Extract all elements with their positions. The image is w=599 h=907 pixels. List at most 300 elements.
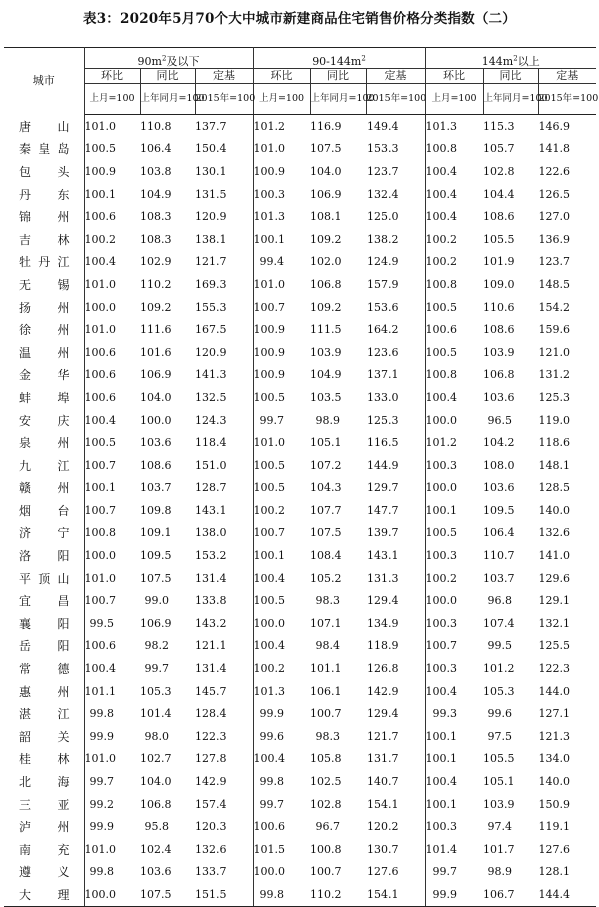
price-index-table	[4, 47, 599, 907]
index-value: 130.1	[195, 160, 253, 183]
index-value: 100.0	[84, 549, 116, 563]
index-value: 151.0	[195, 454, 253, 477]
group-header-small	[84, 48, 253, 69]
index-value: 127.6	[538, 842, 570, 856]
index-value: 105.2	[310, 571, 342, 585]
index-value: 100.7	[310, 865, 342, 879]
index-value: 132.5	[195, 386, 253, 409]
index-value: 105.5	[483, 232, 515, 246]
base-label: 上年同月=100	[310, 84, 366, 115]
index-value: 110.2	[140, 277, 172, 291]
index-value: 136.9	[538, 232, 570, 246]
index-value: 131.3	[366, 567, 425, 590]
index-value: 141.3	[195, 364, 253, 387]
index-value: 140.0	[538, 775, 570, 789]
index-value: 101.5	[253, 842, 285, 856]
index-value: 100.5	[425, 526, 457, 540]
table-row	[4, 228, 596, 251]
table-row	[4, 364, 596, 387]
index-value: 131.7	[366, 748, 425, 771]
index-value: 100.1	[425, 797, 457, 811]
index-value: 102.7	[140, 752, 172, 766]
index-value: 141.8	[538, 142, 570, 156]
index-value: 108.4	[310, 549, 342, 563]
index-value: 103.7	[140, 481, 172, 495]
index-value: 101.0	[84, 842, 116, 856]
index-value: 98.9	[315, 413, 340, 427]
index-value: 101.0	[253, 142, 285, 156]
index-value: 100.1	[84, 481, 116, 495]
table-row	[4, 205, 596, 228]
index-value: 127.8	[195, 748, 253, 771]
index-value: 110.8	[140, 119, 172, 133]
city-name: 包头	[4, 160, 84, 183]
index-value: 119.0	[538, 413, 570, 427]
index-value: 109.2	[310, 232, 342, 246]
index-value: 100.1	[425, 752, 457, 766]
index-value: 126.5	[538, 187, 570, 201]
table-row	[4, 318, 596, 341]
index-value: 97.5	[487, 729, 512, 743]
index-value: 103.5	[310, 390, 342, 404]
table-row	[4, 183, 596, 206]
index-value: 99.9	[89, 729, 114, 743]
index-value: 147.7	[366, 499, 425, 522]
index-value: 139.7	[366, 522, 425, 545]
index-value: 104.9	[310, 368, 342, 382]
table-row	[4, 657, 596, 680]
index-value: 100.9	[253, 164, 285, 178]
index-value: 150.4	[195, 138, 253, 161]
index-value: 130.7	[366, 838, 425, 861]
index-value: 99.9	[425, 883, 483, 906]
index-value: 132.6	[538, 526, 570, 540]
index-value: 100.9	[84, 164, 116, 178]
index-value: 115.3	[483, 119, 515, 133]
index-value: 101.3	[425, 119, 457, 133]
index-value: 109.2	[140, 300, 172, 314]
index-value: 134.0	[538, 752, 570, 766]
index-value: 154.2	[538, 300, 570, 314]
index-value: 106.9	[140, 368, 172, 382]
city-name: 徐州	[4, 318, 84, 341]
index-value: 153.2	[195, 544, 253, 567]
index-value: 106.8	[140, 797, 172, 811]
index-value: 99.8	[259, 775, 284, 789]
index-value: 99.3	[432, 707, 457, 721]
index-value: 159.6	[538, 323, 570, 337]
index-value: 100.5	[253, 390, 285, 404]
index-value: 133.8	[195, 589, 253, 612]
index-value: 108.0	[483, 458, 515, 472]
index-value: 104.2	[483, 436, 515, 450]
index-value: 100.4	[253, 752, 285, 766]
index-value: 100.2	[253, 662, 285, 676]
index-value: 121.7	[195, 251, 253, 274]
index-value: 99.7	[89, 775, 114, 789]
index-value: 102.9	[140, 255, 172, 269]
index-value: 107.1	[310, 616, 342, 630]
table-body	[4, 115, 596, 907]
index-value: 103.9	[483, 797, 515, 811]
table-row	[4, 409, 596, 432]
index-value: 126.8	[366, 657, 425, 680]
index-value: 100.4	[425, 187, 457, 201]
index-value: 101.1	[310, 662, 342, 676]
index-value: 105.7	[483, 142, 515, 156]
index-value: 99.8	[253, 883, 310, 906]
index-value: 99.6	[259, 729, 284, 743]
table-row	[4, 115, 596, 138]
index-value: 100.8	[425, 368, 457, 382]
index-value: 146.9	[538, 119, 570, 133]
index-value: 106.4	[140, 142, 172, 156]
city-name: 安庆	[4, 409, 84, 432]
index-value: 134.9	[366, 612, 425, 635]
index-value: 100.7	[425, 639, 457, 653]
index-value: 96.5	[487, 413, 512, 427]
index-value: 100.8	[84, 526, 116, 540]
index-value: 143.1	[195, 499, 253, 522]
index-value: 129.7	[366, 477, 425, 500]
index-value: 100.2	[425, 255, 457, 269]
index-value: 131.2	[538, 368, 570, 382]
index-value: 148.5	[538, 277, 570, 291]
group-header-large	[425, 48, 596, 69]
table-row	[4, 160, 596, 183]
index-value: 120.2	[366, 815, 425, 838]
index-value: 101.9	[483, 255, 515, 269]
index-value: 100.8	[425, 277, 457, 291]
city-column-header: 城市	[4, 48, 84, 115]
group-header-text: 144m	[481, 55, 514, 68]
index-value: 103.8	[140, 164, 172, 178]
index-value: 100.7	[310, 707, 342, 721]
table-row	[4, 680, 596, 703]
index-value: 125.5	[538, 639, 570, 653]
index-value: 122.6	[538, 164, 570, 178]
index-value: 102.8	[310, 797, 342, 811]
index-value: 100.3	[425, 458, 457, 472]
city-name: 三亚	[4, 793, 84, 816]
index-value: 118.6	[538, 436, 570, 450]
index-value: 100.2	[425, 232, 457, 246]
index-value: 100.1	[425, 503, 457, 517]
city-name: 岳阳	[4, 635, 84, 658]
table-row	[4, 635, 596, 658]
index-value: 144.0	[538, 684, 570, 698]
index-value: 100.1	[425, 729, 457, 743]
column-label: 同比	[140, 69, 195, 84]
index-value: 100.9	[253, 368, 285, 382]
index-value: 169.3	[195, 273, 253, 296]
index-value: 100.0	[253, 865, 285, 879]
index-value: 106.9	[140, 616, 172, 630]
index-value: 107.7	[310, 503, 342, 517]
index-value: 98.3	[315, 594, 340, 608]
index-value: 128.4	[195, 702, 253, 725]
city-name: 锦州	[4, 205, 84, 228]
city-name: 大理	[4, 883, 84, 906]
base-label: 上月=100	[84, 84, 140, 115]
index-value: 98.4	[315, 639, 340, 653]
index-value: 142.9	[366, 680, 425, 703]
index-value: 99.6	[487, 707, 512, 721]
group-header-text: 以上	[517, 55, 540, 68]
base-label-row	[4, 84, 596, 115]
index-value: 98.3	[315, 729, 340, 743]
index-value: 101.4	[425, 842, 457, 856]
index-value: 101.0	[84, 752, 116, 766]
column-label: 定基	[366, 69, 425, 84]
index-value: 100.7	[253, 526, 285, 540]
index-value: 101.3	[253, 210, 285, 224]
city-name: 温州	[4, 341, 84, 364]
index-value: 100.3	[425, 820, 457, 834]
index-value: 97.4	[487, 820, 512, 834]
index-value: 120.9	[195, 205, 253, 228]
index-value: 127.1	[538, 707, 570, 721]
index-value: 129.4	[366, 589, 425, 612]
index-value: 121.1	[195, 635, 253, 658]
group-header-text: 90m	[137, 55, 162, 68]
index-value: 138.2	[366, 228, 425, 251]
index-value: 106.7	[483, 883, 538, 906]
index-value: 100.0	[425, 481, 457, 495]
table-row	[4, 138, 596, 161]
index-value: 100.5	[253, 481, 285, 495]
city-name: 唐山	[4, 115, 84, 138]
index-value: 100.6	[84, 390, 116, 404]
index-value: 167.5	[195, 318, 253, 341]
index-value: 100.4	[84, 255, 116, 269]
base-label: 上月=100	[253, 84, 310, 115]
index-value: 100.5	[253, 458, 285, 472]
index-value: 149.4	[366, 115, 425, 138]
column-label: 定基	[538, 69, 596, 84]
index-value: 100.2	[425, 571, 457, 585]
index-value: 128.1	[538, 865, 570, 879]
index-value: 101.0	[84, 323, 116, 337]
index-value: 104.4	[483, 187, 515, 201]
index-value: 100.0	[84, 883, 140, 906]
table-row	[4, 612, 596, 635]
index-value: 101.0	[84, 571, 116, 585]
index-value: 106.4	[483, 526, 515, 540]
index-value: 99.5	[89, 616, 114, 630]
index-value: 143.1	[366, 544, 425, 567]
index-value: 111.6	[140, 323, 172, 337]
index-value: 101.7	[483, 842, 515, 856]
index-value: 100.3	[425, 662, 457, 676]
index-value: 109.5	[483, 503, 515, 517]
table-row	[4, 454, 596, 477]
table-row	[4, 793, 596, 816]
index-value: 100.0	[84, 300, 116, 314]
city-name: 桂林	[4, 748, 84, 771]
index-value: 107.2	[310, 458, 342, 472]
index-value: 100.0	[253, 616, 285, 630]
index-value: 140.7	[366, 770, 425, 793]
index-value: 100.9	[253, 345, 285, 359]
table-row	[4, 567, 596, 590]
index-value: 124.3	[195, 409, 253, 432]
table-row	[4, 431, 596, 454]
index-value: 100.4	[425, 390, 457, 404]
index-value: 141.0	[538, 549, 570, 563]
group-header-sup: 2	[513, 54, 518, 63]
column-label: 环比	[253, 69, 310, 84]
index-value: 144.9	[366, 454, 425, 477]
index-value: 99.7	[144, 662, 169, 676]
table-row	[4, 702, 596, 725]
base-label: 上月=100	[425, 84, 483, 115]
index-value: 154.1	[366, 793, 425, 816]
index-value: 104.0	[310, 164, 342, 178]
index-value: 100.7	[84, 458, 116, 472]
table-row	[4, 838, 596, 861]
group-header-text: 90-144m	[312, 55, 362, 68]
index-value: 103.7	[483, 571, 515, 585]
index-value: 108.6	[483, 323, 515, 337]
index-value: 145.7	[195, 680, 253, 703]
index-value: 109.2	[310, 300, 342, 314]
index-value: 123.7	[366, 160, 425, 183]
index-value: 108.1	[310, 210, 342, 224]
index-value: 99.8	[89, 707, 114, 721]
index-value: 99.2	[89, 797, 114, 811]
index-value: 100.7	[253, 300, 285, 314]
city-name: 平顶山	[4, 567, 84, 590]
index-value: 101.2	[425, 436, 457, 450]
index-value: 107.5	[140, 571, 172, 585]
index-value: 142.9	[195, 770, 253, 793]
index-value: 129.6	[538, 571, 570, 585]
city-name: 韶关	[4, 725, 84, 748]
table-row	[4, 861, 596, 884]
table-row	[4, 273, 596, 296]
city-name: 无锡	[4, 273, 84, 296]
column-label: 环比	[425, 69, 483, 84]
city-name: 南充	[4, 838, 84, 861]
index-value: 110.2	[310, 883, 366, 906]
index-value: 101.3	[253, 684, 285, 698]
index-value: 100.5	[84, 436, 116, 450]
index-value: 121.0	[538, 345, 570, 359]
city-name: 洛阳	[4, 544, 84, 567]
table-row	[4, 477, 596, 500]
index-value: 100.6	[425, 323, 457, 337]
index-value: 121.7	[366, 725, 425, 748]
index-value: 103.9	[483, 345, 515, 359]
index-value: 103.6	[140, 865, 172, 879]
index-value: 153.6	[366, 296, 425, 319]
index-value: 104.3	[310, 481, 342, 495]
table-row	[4, 499, 596, 522]
index-value: 100.4	[253, 571, 285, 585]
city-name: 九江	[4, 454, 84, 477]
city-name: 济宁	[4, 522, 84, 545]
index-value: 127.6	[366, 861, 425, 884]
index-value: 100.4	[84, 662, 116, 676]
index-value: 104.9	[140, 187, 172, 201]
index-value: 101.6	[140, 345, 172, 359]
index-value: 104.0	[140, 775, 172, 789]
index-value: 103.6	[483, 481, 515, 495]
index-value: 101.2	[253, 119, 285, 133]
index-value: 100.6	[84, 368, 116, 382]
index-value: 100.4	[425, 164, 457, 178]
index-value: 102.0	[310, 255, 342, 269]
table-title: 表3：2020年5月70个大中城市新建商品住宅销售价格分类指数（二）	[83, 11, 516, 27]
index-value: 99.7	[259, 413, 284, 427]
index-value: 164.2	[366, 318, 425, 341]
index-value: 102.5	[310, 775, 342, 789]
city-name: 扬州	[4, 296, 84, 319]
index-value: 110.7	[483, 549, 515, 563]
index-value: 103.6	[483, 390, 515, 404]
index-value: 101.0	[253, 277, 285, 291]
index-value: 137.7	[195, 115, 253, 138]
index-value: 107.5	[310, 526, 342, 540]
index-value: 119.1	[538, 820, 570, 834]
index-value: 106.9	[310, 187, 342, 201]
table-row	[4, 589, 596, 612]
index-value: 100.0	[425, 594, 457, 608]
table-row	[4, 341, 596, 364]
index-value: 104.0	[140, 390, 172, 404]
index-value: 99.0	[144, 594, 169, 608]
index-value: 118.9	[366, 635, 425, 658]
table-row	[4, 770, 596, 793]
index-value: 101.1	[84, 684, 116, 698]
index-value: 100.5	[253, 594, 285, 608]
index-value: 100.6	[253, 820, 285, 834]
base-label: 上年同月=100	[483, 84, 538, 115]
city-name: 牡丹江	[4, 251, 84, 274]
index-value: 100.0	[140, 413, 172, 427]
city-name: 襄阳	[4, 612, 84, 635]
index-value: 132.1	[538, 616, 570, 630]
city-name: 金华	[4, 364, 84, 387]
group-header-sup: 2	[361, 54, 366, 63]
index-value: 100.5	[84, 142, 116, 156]
table-header	[4, 48, 599, 115]
city-name: 惠州	[4, 680, 84, 703]
group-header-medium	[253, 48, 425, 69]
index-value: 100.2	[84, 232, 116, 246]
index-value: 144.4	[538, 883, 596, 906]
index-value: 123.6	[366, 341, 425, 364]
index-value: 107.5	[140, 883, 195, 906]
city-name: 泸州	[4, 815, 84, 838]
index-value: 120.9	[195, 341, 253, 364]
index-value: 105.1	[483, 775, 515, 789]
index-value: 128.7	[195, 477, 253, 500]
index-value: 157.4	[195, 793, 253, 816]
table-row	[4, 748, 596, 771]
index-value: 105.3	[140, 684, 172, 698]
index-value: 100.6	[84, 210, 116, 224]
index-value: 132.4	[366, 183, 425, 206]
table-row	[4, 386, 596, 409]
city-name: 赣州	[4, 477, 84, 500]
index-value: 125.0	[366, 205, 425, 228]
index-value: 98.2	[144, 639, 169, 653]
index-value: 118.4	[195, 431, 253, 454]
index-value: 98.0	[144, 729, 169, 743]
index-value: 99.7	[432, 865, 457, 879]
